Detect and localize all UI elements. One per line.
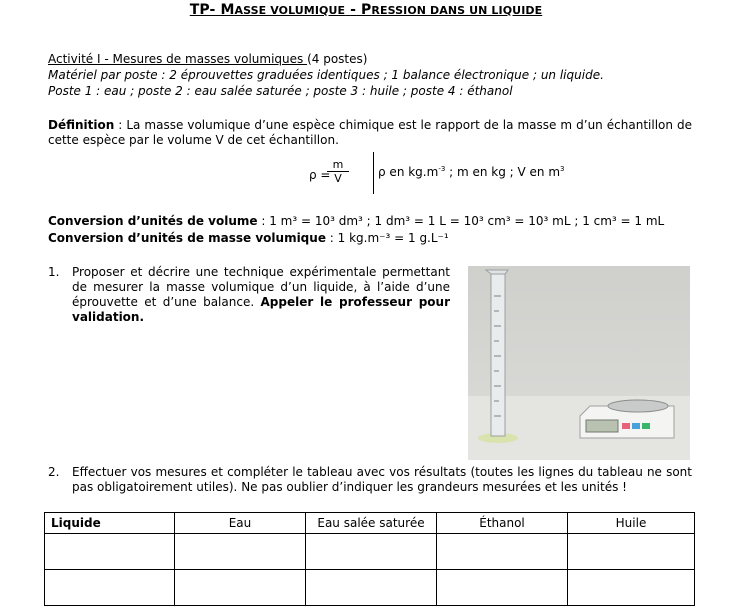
conversion-masse: Conversion d’unités de masse volumique : 1 kg.m⁻³ = 1 g.L⁻¹ <box>48 231 449 245</box>
table-cell[interactable] <box>437 570 568 606</box>
table-cell[interactable] <box>45 570 175 606</box>
postes-line: Poste 1 : eau ; poste 2 : eau salée saturée ; poste 3 : huile ; poste 4 : éthanol <box>48 84 513 98</box>
header-eau-salee: Eau salée saturée <box>306 513 437 534</box>
activity-heading: Activité I - Mesures de masses volumiques (4 postes) <box>48 52 368 66</box>
table-cell[interactable] <box>568 534 695 570</box>
table-cell[interactable] <box>45 534 175 570</box>
formula-fraction: $\frac{m}{V}$ <box>327 158 349 185</box>
question-1-number: 1. <box>48 265 60 279</box>
header-huile: Huile <box>568 513 695 534</box>
question-1-text: Proposer et décrire une technique expérimentale permettant de mesurer la masse volumique d’un liquide, à l’aide d’une éprouvette et d’une balance. Appeler le professeur pour validation. <box>72 265 451 324</box>
table-cell[interactable] <box>175 570 306 606</box>
table-cell[interactable] <box>175 534 306 570</box>
question-2-text: Effectuer vos mesures et compléter le tableau avec vos résultats (toutes les lignes du tableau ne sont pas obligatoirement utiles). Ne pas oublier d’indiquer les grandeurs mesurées et les unités ! <box>72 465 692 494</box>
header-liquide: Liquide <box>45 513 175 534</box>
table-cell[interactable] <box>306 534 437 570</box>
header-eau: Eau <box>175 513 306 534</box>
definition-paragraph: Définition : La masse volumique d’une espèce chimique est le rapport de la masse m d’un échantillon de cette espèce par le volume V de cet échantillon. <box>48 118 692 147</box>
header-ethanol: Éthanol <box>437 513 568 534</box>
question-2-number: 2. <box>48 465 60 479</box>
conversion-volume: Conversion d’unités de volume : 1 m³ = 10³ dm³ ; 1 dm³ = 1 L = 10³ cm³ = 10³ mL ; 1 cm³ = 1 mL <box>48 214 665 228</box>
results-table <box>44 512 695 606</box>
formula-units: ρ en $kg.m^{-3}$ ; m en kg ; V en $m^3$ <box>378 165 565 179</box>
table-header-row <box>45 513 695 534</box>
table-cell[interactable] <box>437 534 568 570</box>
table-row <box>45 534 695 570</box>
table-cell[interactable] <box>306 570 437 606</box>
table-cell[interactable] <box>568 570 695 606</box>
formula-rho: ρ = <box>309 168 331 182</box>
formula-divider <box>373 152 374 194</box>
table-row <box>45 570 695 606</box>
lab-photo-cylinder-balance <box>468 266 690 460</box>
page-title: TP- MASSE VOLUMIQUE - PRESSION DANS UN LIQUIDE <box>189 2 543 18</box>
materiel-line: Matériel par poste : 2 éprouvettes graduées identiques ; 1 balance électronique ; un liquide. <box>48 68 604 82</box>
